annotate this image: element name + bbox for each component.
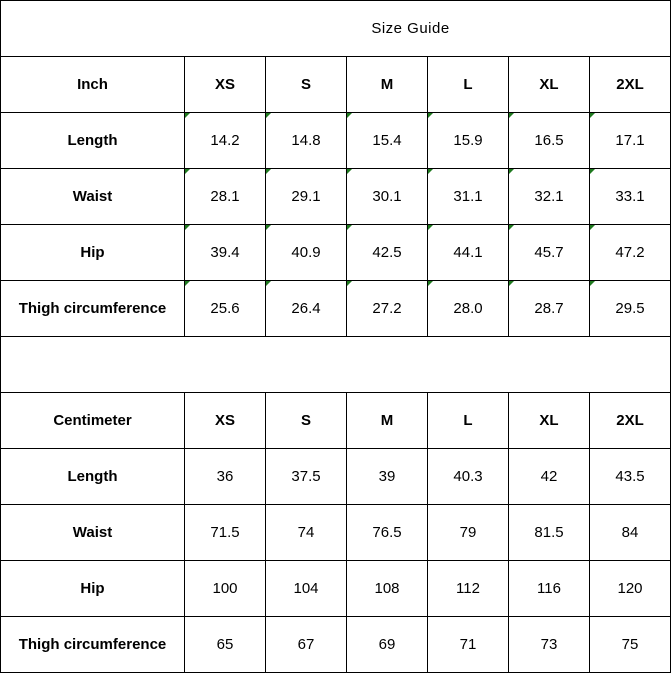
- table-cell: 42: [509, 449, 590, 505]
- inch-header-row: [1, 57, 671, 113]
- size-header-l: L: [428, 393, 509, 449]
- table-cell: 14.8: [266, 113, 347, 169]
- row-label: Waist: [1, 505, 185, 561]
- size-header-m: M: [347, 393, 428, 449]
- cm-row-length: [1, 449, 671, 505]
- table-cell: 17.1: [590, 113, 671, 169]
- cm-unit-label: Centimeter: [1, 393, 185, 449]
- table-cell: 36: [185, 449, 266, 505]
- table-cell: 30.1: [347, 169, 428, 225]
- table-cell: 25.6: [185, 281, 266, 337]
- inch-row-length: [1, 113, 671, 169]
- inch-unit-label: Inch: [1, 57, 185, 113]
- row-label: Waist: [1, 169, 185, 225]
- table-cell: 71: [428, 617, 509, 673]
- spacer-row: [1, 337, 671, 393]
- size-guide-body: [1, 1, 671, 673]
- table-cell: 108: [347, 561, 428, 617]
- table-cell: 32.1: [509, 169, 590, 225]
- title-row: [1, 1, 671, 57]
- cm-row-thigh: [1, 617, 671, 673]
- cm-row-waist: [1, 505, 671, 561]
- table-cell: 116: [509, 561, 590, 617]
- table-cell: 28.0: [428, 281, 509, 337]
- table-cell: 39: [347, 449, 428, 505]
- table-cell: 45.7: [509, 225, 590, 281]
- table-cell: 44.1: [428, 225, 509, 281]
- table-cell: 40.9: [266, 225, 347, 281]
- row-label: Hip: [1, 561, 185, 617]
- size-header-2xl: 2XL: [590, 393, 671, 449]
- row-label: Length: [1, 449, 185, 505]
- row-label: Hip: [1, 225, 185, 281]
- table-cell: 76.5: [347, 505, 428, 561]
- table-cell: 16.5: [509, 113, 590, 169]
- table-cell: 43.5: [590, 449, 671, 505]
- table-cell: 29.5: [590, 281, 671, 337]
- table-cell: 27.2: [347, 281, 428, 337]
- table-cell: 37.5: [266, 449, 347, 505]
- table-cell: 39.4: [185, 225, 266, 281]
- row-label: Length: [1, 113, 185, 169]
- table-cell: 31.1: [428, 169, 509, 225]
- table-cell: 104: [266, 561, 347, 617]
- row-label: Thigh circumference: [1, 281, 185, 337]
- inch-row-thigh: [1, 281, 671, 337]
- table-cell: 15.9: [428, 113, 509, 169]
- table-cell: 28.7: [509, 281, 590, 337]
- table-cell: 28.1: [185, 169, 266, 225]
- table-cell: 71.5: [185, 505, 266, 561]
- table-cell: 42.5: [347, 225, 428, 281]
- table-cell: 15.4: [347, 113, 428, 169]
- size-header-xl: XL: [509, 57, 590, 113]
- size-header-l: L: [428, 57, 509, 113]
- cm-row-hip: [1, 561, 671, 617]
- size-header-xs: XS: [185, 57, 266, 113]
- table-cell: 65: [185, 617, 266, 673]
- table-cell: 47.2: [590, 225, 671, 281]
- table-cell: 79: [428, 505, 509, 561]
- table-cell: 14.2: [185, 113, 266, 169]
- table-cell: 67: [266, 617, 347, 673]
- size-header-m: M: [347, 57, 428, 113]
- table-cell: 81.5: [509, 505, 590, 561]
- table-cell: 100: [185, 561, 266, 617]
- cm-header-row: [1, 393, 671, 449]
- table-cell: 84: [590, 505, 671, 561]
- page-title: Size Guide: [1, 1, 671, 57]
- table-cell: 40.3: [428, 449, 509, 505]
- size-header-s: S: [266, 57, 347, 113]
- size-header-xl: XL: [509, 393, 590, 449]
- table-cell: 26.4: [266, 281, 347, 337]
- table-cell: 120: [590, 561, 671, 617]
- inch-row-waist: [1, 169, 671, 225]
- size-header-s: S: [266, 393, 347, 449]
- table-cell: 69: [347, 617, 428, 673]
- size-header-2xl: 2XL: [590, 57, 671, 113]
- table-cell: 73: [509, 617, 590, 673]
- table-cell: 33.1: [590, 169, 671, 225]
- spacer-cell: [1, 337, 671, 393]
- table-cell: 29.1: [266, 169, 347, 225]
- row-label: Thigh circumference: [1, 617, 185, 673]
- table-cell: 74: [266, 505, 347, 561]
- size-header-xs: XS: [185, 393, 266, 449]
- inch-row-hip: [1, 225, 671, 281]
- table-cell: 112: [428, 561, 509, 617]
- table-cell: 75: [590, 617, 671, 673]
